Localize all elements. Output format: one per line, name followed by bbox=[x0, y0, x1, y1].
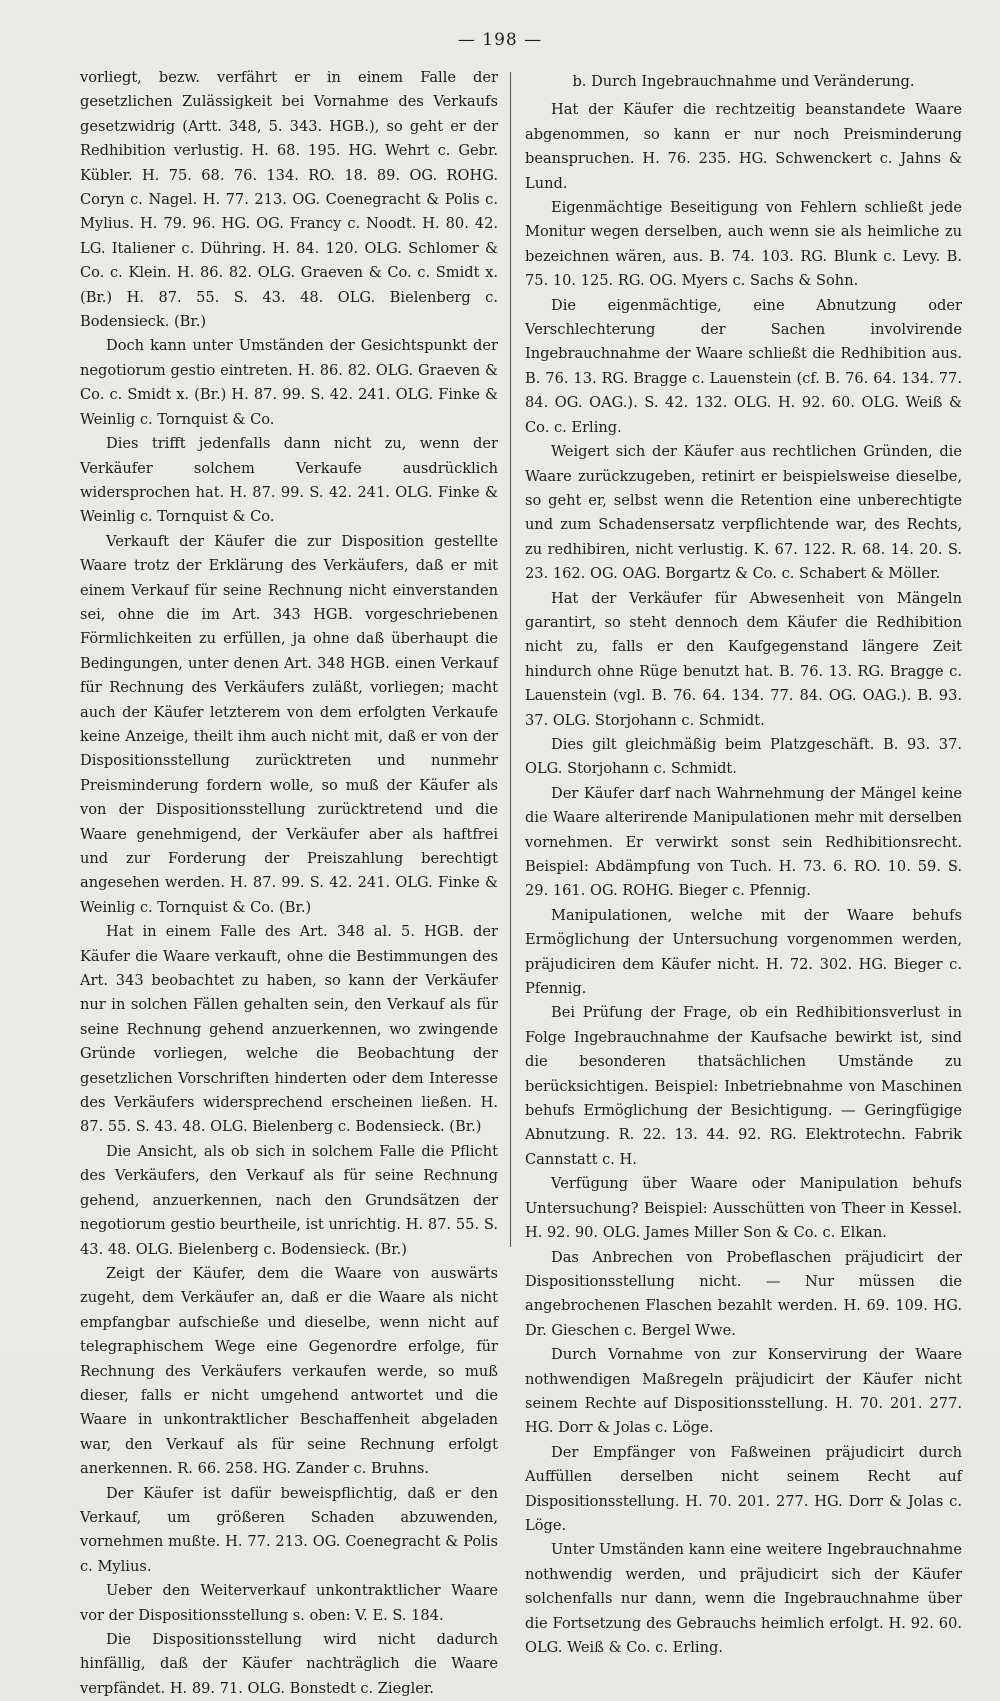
paragraph: Hat der Käufer die rechtzeitig beanstandete Waare abgenommen, so kann er nur noch Preisminderung beanspruchen. H. 76. 235. HG. Schwenckert c. Jahns & Lund. bbox=[525, 101, 962, 192]
paragraph: Die Dispositionsstellung wird nicht dadurch hinfällig, daß der Käufer nachträglich die Waare verpfändet. H. 89. 71. OLG. Bonstedt c. Ziegler. bbox=[80, 1631, 498, 1697]
paragraph: Der Käufer ist dafür beweispflichtig, daß er den Verkauf, um größeren Schaden abzuwenden, vornehmen mußte. H. 77. 213. OG. Coenegracht & Polis c. Mylius. bbox=[80, 1484, 498, 1575]
paragraph: Das Anbrechen von Probeflaschen präjudicirt der Dispositionsstellung nicht. — Nur müssen die angebrochenen Flaschen bezahlt werden. H. 69. 109. HG. Dr. Gieschen c. Bergel Wwe. bbox=[525, 1248, 962, 1339]
paragraph: Die eigenmächtige, eine Abnutzung oder Verschlechterung der Sachen involvirende Ingebrauchnahme der Waare schließt die Redhibition aus. B. 76. 13. RG. Bragge c. Lauenstein (cf. B. 76. 64. 134. 77. 84. OG. OAG.). S. 42. 132. OLG. H. 92. 60. OLG. Weiß & Co. c. Erling. bbox=[525, 296, 962, 436]
paragraph: vorliegt, bezw. verfährt er in einem Falle der gesetzlichen Zulässigkeit bei Vornahme des Verkaufs gesetzwidrig (Artt. 348, 5. 343. HGB.), so geht er der Redhibition verlustig. H. 68. 195. HG. Wehrt c. Gebr. Kübler. H. 75. 68. 76. 134. RO. 18. 89. OG. ROHG. Coryn c. Nagel. H. 77. 213. OG. Coenegracht & Polis c. Mylius. H. 79. 96. HG. OG. Francy c. Noodt. H. 80. 42. LG. Italiener c. Dühring. H. 84. 120. OLG. Schlomer & Co. c. Klein. H. 86. 82. OLG. Graeven & Co. c. Smidt x. (Br.) H. 87. 55. S. 43. 48. OLG. Bielenberg c. Bodensieck. (Br.) bbox=[80, 69, 498, 331]
paragraph: Unter Umständen kann eine weitere Ingebrauchnahme nothwendig werden, und präjudicirt sich der Käufer solchenfalls nur dann, wenn die Ingebrauchnahme über die Fortsetzung des Gebrauchs heimlich erfolgt. H. 92. 60. OLG. Weiß & Co. c. Erling. bbox=[525, 1541, 962, 1656]
paragraph: Doch kann unter Umständen der Gesichtspunkt der negotiorum gestio eintreten. H. 86. 82. OLG. Graeven & Co. c. Smidt x. (Br.) H. 87. 99. S. 42. 241. OLG. Finke & Weinlig c. Tornquist & Co. bbox=[80, 337, 498, 428]
paragraph: Der Käufer darf nach Wahrnehmung der Mängel keine die Waare alterirende Manipulationen mehr mit derselben vornehmen. Er verwirkt sonst sein Redhibitionsrecht. Beispiel: Abdämpfung von Tuch. H. 73. 6. RO. 10. 59. S. 29. 161. OG. ROHG. Bieger c. Pfennig. bbox=[525, 784, 962, 900]
section-heading: b. Durch Ingebrauchnahme und Veränderung. bbox=[572, 73, 915, 90]
paragraph: Verkauft der Käufer die zur Disposition gestellte Waare trotz der Erklärung des Verkäufers, daß er mit einem Verkauf für seine Rechnung nicht einverstanden sei, ohne die im Art. 343 HGB. vorgeschriebenen Förmlichkeiten zu erfüllen, ja ohne daß überhaupt die Bedingungen, unter denen Art. 348 HGB. einen Verkauf für Rechnung des Verkäufers zuläßt, vorliegen; macht auch der Käufer letzterem von dem erfolgten Verkaufe keine Anzeige, theilt ihm auch nicht mit, daß er von der Dispositionsstellung zurücktreten und nunmehr Preisminderung fordern wolle, so muß der Käufer als von der Dispositionsstellung zurücktretend und die Waare genehmigend, der Verkäufer aber als haftfrei und zur Forderung der Preiszahlung berechtigt angesehen werden. H. 87. 99. S. 42. 241. OLG. Finke & Weinlig c. Tornquist & Co. (Br.) bbox=[80, 532, 498, 916]
paragraph: Zeigt der Käufer, dem die Waare von auswärts zugeht, dem Verkäufer an, daß er die Waare als nicht empfangbar aufschieße und dieselbe, wenn nicht auf telegraphischem Wege eine Gegenordre erfolge, für Rechnung des Verkäufers verkaufen werde, so muß dieser, falls er nicht umgehend antwortet und die Waare in unkontraktlicher Beschaffenheit abgeladen war, den Verkauf als für seine Rechnung erfolgt anerkennen. R. 66. 258. HG. Zander c. Bruhns. bbox=[80, 1264, 498, 1478]
paragraph: Dies gilt gleichmäßig beim Platzgeschäft. B. 93. 37. OLG. Storjohann c. Schmidt. bbox=[525, 735, 962, 778]
paragraph: Bei Prüfung der Frage, ob ein Redhibitionsverlust in Folge Ingebrauchnahme der Kaufsache bewirkt ist, sind die besonderen thatsächlichen Umstände zu berücksichtigen. Beispiel: Inbetriebnahme von Maschinen behufs Ermöglichung der Besichtigung. — Geringfügige Abnutzung. R. 22. 13. 44. 92. RG. Elektrotechn. Fabrik Cannstatt c. H. bbox=[525, 1004, 962, 1168]
paragraph: Durch Vornahme von zur Konservirung der Waare nothwendigen Maßregeln präjudicirt der Käufer nicht seinem Rechte auf Dispositionsstellung. H. 70. 201. 277. HG. Dorr & Jolas c. Löge. bbox=[525, 1346, 962, 1437]
paragraph: Weigert sich der Käufer aus rechtlichen Gründen, die Waare zurückzugeben, retinirt er beispielsweise dieselbe, so geht er, selbst wenn die Retention eine unberechtigte und zum Schadensersatz verpflichtende war, des Rechts, zu redhibiren, nicht verlustig. K. 67. 122. R. 68. 14. 20. S. 23. 162. OG. OAG. Borgartz & Co. c. Schabert & Möller. bbox=[525, 443, 962, 583]
paragraph: Eigenmächtige Beseitigung von Fehlern schließt jede Monitur wegen derselben, auch wenn sie als heimliche zu bezeichnen wären, aus. B. 74. 103. RG. Blunk c. Levy. B. 75. 10. 125. RG. OG. Myers c. Sachs & Sohn. bbox=[525, 199, 962, 290]
paragraph: Verfügung über Waare oder Manipulation behufs Untersuchung? Beispiel: Ausschütten von Theer in Kessel. H. 92. 90. OLG. James Miller Son & Co. c. Elkan. bbox=[525, 1175, 962, 1242]
paragraph: Ueber den Weiterverkauf unkontraktlicher Waare vor der Dispositionsstellung s. oben: V. E. S. 184. bbox=[80, 1582, 498, 1624]
paragraph: Dies trifft jedenfalls dann nicht zu, wenn der Verkäufer solchem Verkaufe ausdrücklich widersprochen hat. H. 87. 99. S. 42. 241. OLG. Finke & Weinlig c. Tornquist & Co. bbox=[80, 435, 498, 526]
right-column bbox=[525, 66, 962, 1660]
paragraph: Die Ansicht, als ob sich in solchem Falle die Pflicht des Verkäufers, den Verkauf als für seine Rechnung gehend, anzuerkennen, nach den Grundsätzen der negotiorum gestio beurtheile, ist unrichtig. H. 87. 55. S. 43. 48. OLG. Bielenberg c. Bodensieck. (Br.) bbox=[80, 1142, 498, 1258]
page-number: — 198 — bbox=[457, 30, 543, 50]
paragraph: Der Empfänger von Faßweinen präjudicirt durch Auffüllen derselben nicht seinem Recht auf Dispositionsstellung. H. 70. 201. 277. HG. Dorr & Jolas c. Löge. bbox=[525, 1443, 962, 1534]
paragraph: Hat in einem Falle des Art. 348 al. 5. HGB. der Käufer die Waare verkauft, ohne die Bestimmungen des Art. 343 beobachtet zu haben, so kann der Verkäufer nur in solchen Fällen gehalten sein, den Verkauf als für seine Rechnung gehend anzuerkennen, wo zwingende Gründe vorliegen, welche die Beobachtung der gesetzlichen Vorschriften hinderten oder dem Interesse des Verkäufers widersprechend erscheinen ließen. H. 87. 55. S. 43. 48. OLG. Bielenberg c. Bodensieck. (Br.) bbox=[80, 923, 498, 1136]
paragraph: Manipulationen, welche mit der Waare behufs Ermöglichung der Untersuchung vorgenommen werden, präjudiciren dem Käufer nicht. H. 72. 302. HG. Bieger c. Pfennig. bbox=[525, 906, 962, 998]
column-divider bbox=[510, 72, 511, 1247]
paragraph: Hat der Verkäufer für Abwesenheit von Mängeln garantirt, so steht dennoch dem Käufer die Redhibition nicht zu, falls er den Kaufgegenstand längere Zeit hindurch ohne Rüge benutzt hat. B. 76. 13. RG. Bragge c. Lauenstein (vgl. B. 76. 64. 134. 77. 84. OG. OAG.). B. 93. 37. OLG. Storjohann c. Schmidt. bbox=[525, 589, 962, 729]
left-column bbox=[80, 66, 498, 1701]
